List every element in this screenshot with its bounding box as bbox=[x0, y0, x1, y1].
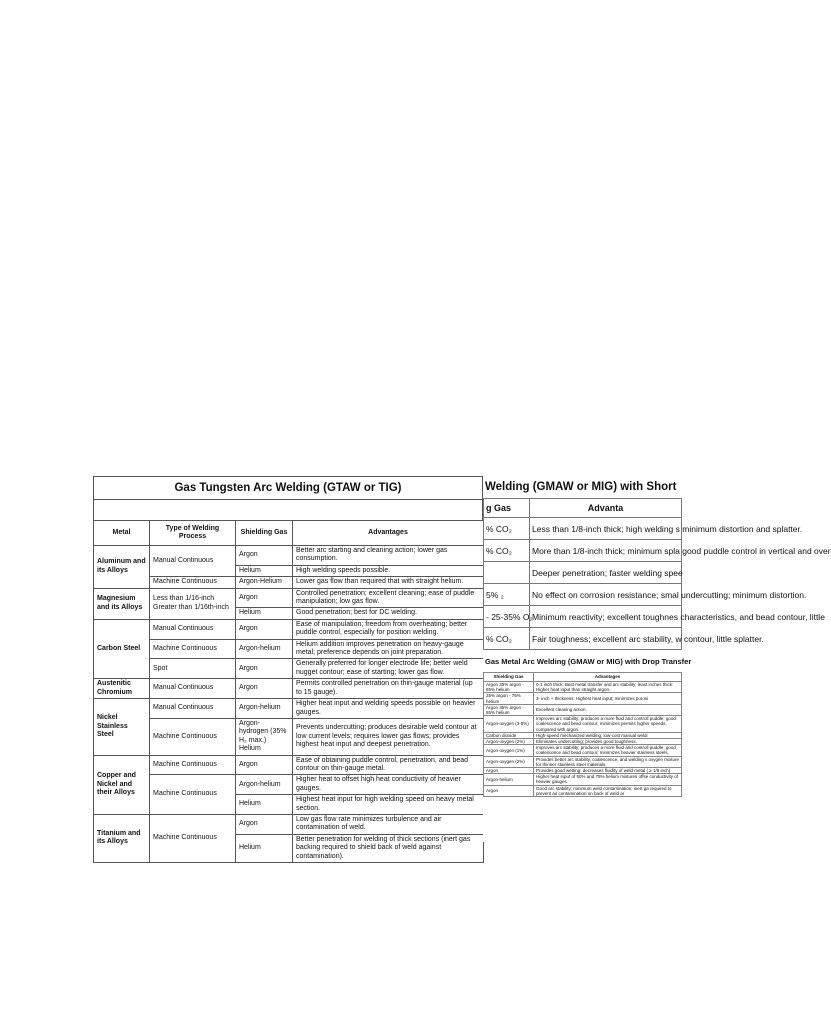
gmaw-short-table bbox=[483, 498, 831, 650]
table-row bbox=[94, 718, 484, 755]
advantage-cell: Permits controlled penetration on thin-gauge material (up to 15 gauge). bbox=[293, 679, 484, 699]
gas-cell: % CO₂ bbox=[484, 628, 530, 650]
gas-cell: % CO₂ bbox=[484, 518, 530, 540]
gas-cell: % CO₂ bbox=[484, 540, 530, 562]
header-gas: Shielding Gas bbox=[484, 673, 534, 682]
header-advantages: Advantages bbox=[534, 673, 682, 682]
gmaw-drop-table bbox=[483, 672, 682, 797]
process-cell: Machine Continuous bbox=[150, 775, 236, 815]
gtaw-table bbox=[93, 520, 484, 863]
process-cell: Less than 1/16-inch Greater than 1/16th-inch bbox=[150, 588, 236, 619]
table-row bbox=[94, 814, 484, 834]
header-advantages: Advanta bbox=[530, 499, 682, 518]
gas-cell: Helium bbox=[236, 834, 293, 862]
table-row bbox=[94, 699, 484, 719]
advantage-cell: 0-1 inch thick: Best metal transfer and arc stability; least inches thick: Higher heat input than straight argon. bbox=[534, 682, 682, 693]
table-header-row bbox=[484, 499, 682, 518]
table-row bbox=[94, 775, 484, 795]
advantage-cell: High-speed mechanized welding; low-cost manual weldi bbox=[534, 732, 682, 738]
gas-cell: Argon bbox=[236, 546, 293, 566]
table-row bbox=[484, 704, 682, 715]
advantage-cell: High welding speeds possible. bbox=[293, 565, 484, 576]
gmaw-short-title: Welding (GMAW or MIG) with Short bbox=[485, 481, 677, 493]
gas-cell: Helium bbox=[236, 795, 293, 815]
advantage-cell: Ease of manipulation; freedom from overheating; better puddle control, especially for position welding. bbox=[293, 619, 484, 639]
header-metal: Metal bbox=[94, 521, 150, 546]
process-cell: Spot bbox=[150, 659, 236, 679]
table-row bbox=[484, 756, 682, 767]
advantage-cell: Controlled penetration; excellent cleaning; ease of puddle manipulation; low gas flow. bbox=[293, 588, 484, 608]
advantage-cell: Deeper penetration; faster welding spee bbox=[530, 562, 682, 584]
advantage-cell: Good arc stability; minimum weld contamination; inert ga required to prevent air contamination on back of weld ar bbox=[534, 785, 682, 796]
gas-cell: Argon-helium bbox=[236, 699, 293, 719]
gas-cell: Argon bbox=[236, 679, 293, 699]
advantage-cell: Prevents undercutting; produces desirable weld contour at low current levels; requires lower gas flows; provides highest heat input and deepest penetration. bbox=[293, 718, 484, 755]
table-row bbox=[484, 518, 682, 540]
process-cell: Manual Continuous bbox=[150, 699, 236, 719]
process-cell: Manual Continuous bbox=[150, 546, 236, 577]
metal-cell: Nickel Stainless Steel bbox=[94, 699, 150, 755]
process-cell: Machine Continuous bbox=[150, 639, 236, 659]
header-process: Type of Welding Process bbox=[150, 521, 236, 546]
table-row bbox=[94, 588, 484, 608]
process-cell: Machine Continuous bbox=[150, 814, 236, 862]
gas-cell: Argon bbox=[236, 659, 293, 679]
header-advantages: Advantages bbox=[293, 521, 484, 546]
gmaw-table-sheet bbox=[483, 476, 831, 842]
advantage-cell: Excellent cleaning action. bbox=[534, 704, 682, 715]
process-cell: Manual Continuous bbox=[150, 679, 236, 699]
metal-cell: Copper and Nickel and their Alloys bbox=[94, 755, 150, 814]
advantage-cell: Fair toughness; excellent arc stability, w contour, little splatter. bbox=[530, 628, 682, 650]
advantage-cell: Helium addition improves penetration on heavy-gauge metal; preference depends on joint preparation. bbox=[293, 639, 484, 659]
gmaw-drop-title: Gas Metal Arc Welding (GMAW or MIG) with Drop Transfer bbox=[485, 657, 692, 666]
gas-cell: - 25-35% O₂ bbox=[484, 606, 530, 628]
advantage-cell: Lower gas flow than required that with straight helium. bbox=[293, 577, 484, 588]
gas-cell: Argon bbox=[484, 768, 534, 774]
gas-cell: Argon bbox=[484, 785, 534, 796]
advantage-cell: Provides good wetting; decreases fluidity of weld metal ( ≥ 1/8 inch). bbox=[534, 768, 682, 774]
gas-cell: Helium bbox=[236, 565, 293, 576]
advantage-cell: Generally preferred for longer electrode life; better weld nugget contour; ease of starting; lower gas flow. bbox=[293, 659, 484, 679]
metal-cell: Magnesium and its Alloys bbox=[94, 588, 150, 619]
advantage-cell: Ease of obtaining puddle control, penetration, and bead contour on thin-gauge metal. bbox=[293, 755, 484, 775]
gas-cell: Argon 35% argon - 65% helium bbox=[484, 682, 534, 693]
gas-cell: Argon-oxygen (2%) bbox=[484, 739, 534, 745]
table-header-row bbox=[94, 521, 484, 546]
table-row bbox=[484, 606, 682, 628]
gas-cell: 25% argon - 75% helium bbox=[484, 693, 534, 704]
gas-cell: Argon-Helium bbox=[236, 577, 293, 588]
process-cell: Machine Continuous bbox=[150, 577, 236, 588]
advantage-cell: Less than 1/8-inch thick; high welding s minimum distortion and splatter. bbox=[530, 518, 682, 540]
gas-cell: Argon-oxygen (1%) bbox=[484, 745, 534, 756]
gas-cell: Argon bbox=[236, 814, 293, 834]
table-row bbox=[484, 682, 682, 693]
advantage-cell: Minimum reactivity; excellent toughnes characteristics, and bead contour, little bbox=[530, 606, 682, 628]
table-row bbox=[484, 562, 682, 584]
table-row bbox=[94, 577, 484, 588]
gas-cell: Argon-oxygen (3-5%) bbox=[484, 716, 534, 733]
advantage-cell: Higher heat to offset high heat conductivity of heavier gauges. bbox=[293, 775, 484, 795]
gas-cell: Argon-helium bbox=[236, 639, 293, 659]
advantage-cell: Higher heat input of 50% and 75% helium mixtures offse conductivity of heavier gauges. bbox=[534, 774, 682, 785]
table-row bbox=[94, 619, 484, 639]
gas-cell: Argon 35% argon - 65% helium bbox=[484, 704, 534, 715]
gtaw-blank-row bbox=[93, 499, 483, 520]
header-gas: g Gas bbox=[484, 499, 530, 518]
gas-cell: Argon bbox=[236, 588, 293, 608]
table-row bbox=[484, 785, 682, 796]
table-row bbox=[94, 639, 484, 659]
gas-cell: Carbon dioxide bbox=[484, 732, 534, 738]
advantage-cell: Better penetration for welding of thick sections (inert gas backing required to shield back of weld against contamination). bbox=[293, 834, 484, 862]
table-row bbox=[484, 584, 682, 606]
advantage-cell: Good penetration; best for DC welding. bbox=[293, 608, 484, 619]
gtaw-table-sheet bbox=[93, 476, 483, 860]
advantage-cell: Higher heat input and welding speeds possible on heavier gauges. bbox=[293, 699, 484, 719]
advantage-cell: Better arc starting and cleaning action; lower gas consumption. bbox=[293, 546, 484, 566]
process-cell: Machine Continuous bbox=[150, 718, 236, 755]
advantage-cell: Eliminates undercutting; provides good toughness. bbox=[534, 739, 682, 745]
advantage-cell: Improves arc stability; produces a more fluid and controll puddle; good coalescence and bead contour; minimizes heavier stainless steels. bbox=[534, 745, 682, 756]
gas-cell: Argon-helium bbox=[236, 775, 293, 795]
table-row bbox=[94, 679, 484, 699]
process-cell: Machine Continuous bbox=[150, 755, 236, 775]
advantage-cell: Highest heat input for high welding speed on heavy metal section. bbox=[293, 795, 484, 815]
metal-cell: Austenitic Chromium bbox=[94, 679, 150, 699]
table-row bbox=[484, 716, 682, 733]
advantage-cell: Low gas flow rate minimizes turbulence and air contamination of weld. bbox=[293, 814, 484, 834]
metal-cell: Titanium and its Alloys bbox=[94, 814, 150, 862]
gas-cell: Argon bbox=[236, 755, 293, 775]
advantage-cell: 3- inch + thickness: Highest heat input; minimizes porosi bbox=[534, 693, 682, 704]
advantage-cell: No effect on corrosion resistance; smal undercutting; minimum distortion. bbox=[530, 584, 682, 606]
table-row bbox=[484, 540, 682, 562]
table-row bbox=[94, 546, 484, 566]
gas-cell: Argon-hydrogen (35% H₂ max.) Helium bbox=[236, 718, 293, 755]
gas-cell: 5% ₂ bbox=[484, 584, 530, 606]
gas-cell bbox=[484, 562, 530, 584]
table-header-row bbox=[484, 673, 682, 682]
table-row bbox=[94, 755, 484, 775]
metal-cell: Aluminum and its Alloys bbox=[94, 546, 150, 589]
advantage-cell: Improves arc stability; produces a more fluid and controll puddle; good coalescence and bead contour; minimizes permits higher speeds, compared with argon. bbox=[534, 716, 682, 733]
table-row bbox=[484, 628, 682, 650]
table-row bbox=[484, 693, 682, 704]
advantage-cell: More than 1/8-inch thick; minimum spla good puddle control in vertical and over bbox=[530, 540, 682, 562]
table-row bbox=[484, 745, 682, 756]
table-row bbox=[94, 659, 484, 679]
header-gas: Shielding Gas bbox=[236, 521, 293, 546]
gas-cell: Argon-helium bbox=[484, 774, 534, 785]
gas-cell: Helium bbox=[236, 608, 293, 619]
gas-cell: Argon-oxygen (2%) bbox=[484, 756, 534, 767]
gtaw-title: Gas Tungsten Arc Welding (GTAW or TIG) bbox=[93, 476, 483, 499]
gas-cell: Argon bbox=[236, 619, 293, 639]
advantage-cell: Provides better arc stability, coalescence, and welding s oxygen mixture for thinner stainless steel materials. bbox=[534, 756, 682, 767]
table-row bbox=[484, 774, 682, 785]
process-cell: Manual Continuous bbox=[150, 619, 236, 639]
metal-cell: Carbon Steel bbox=[94, 619, 150, 678]
